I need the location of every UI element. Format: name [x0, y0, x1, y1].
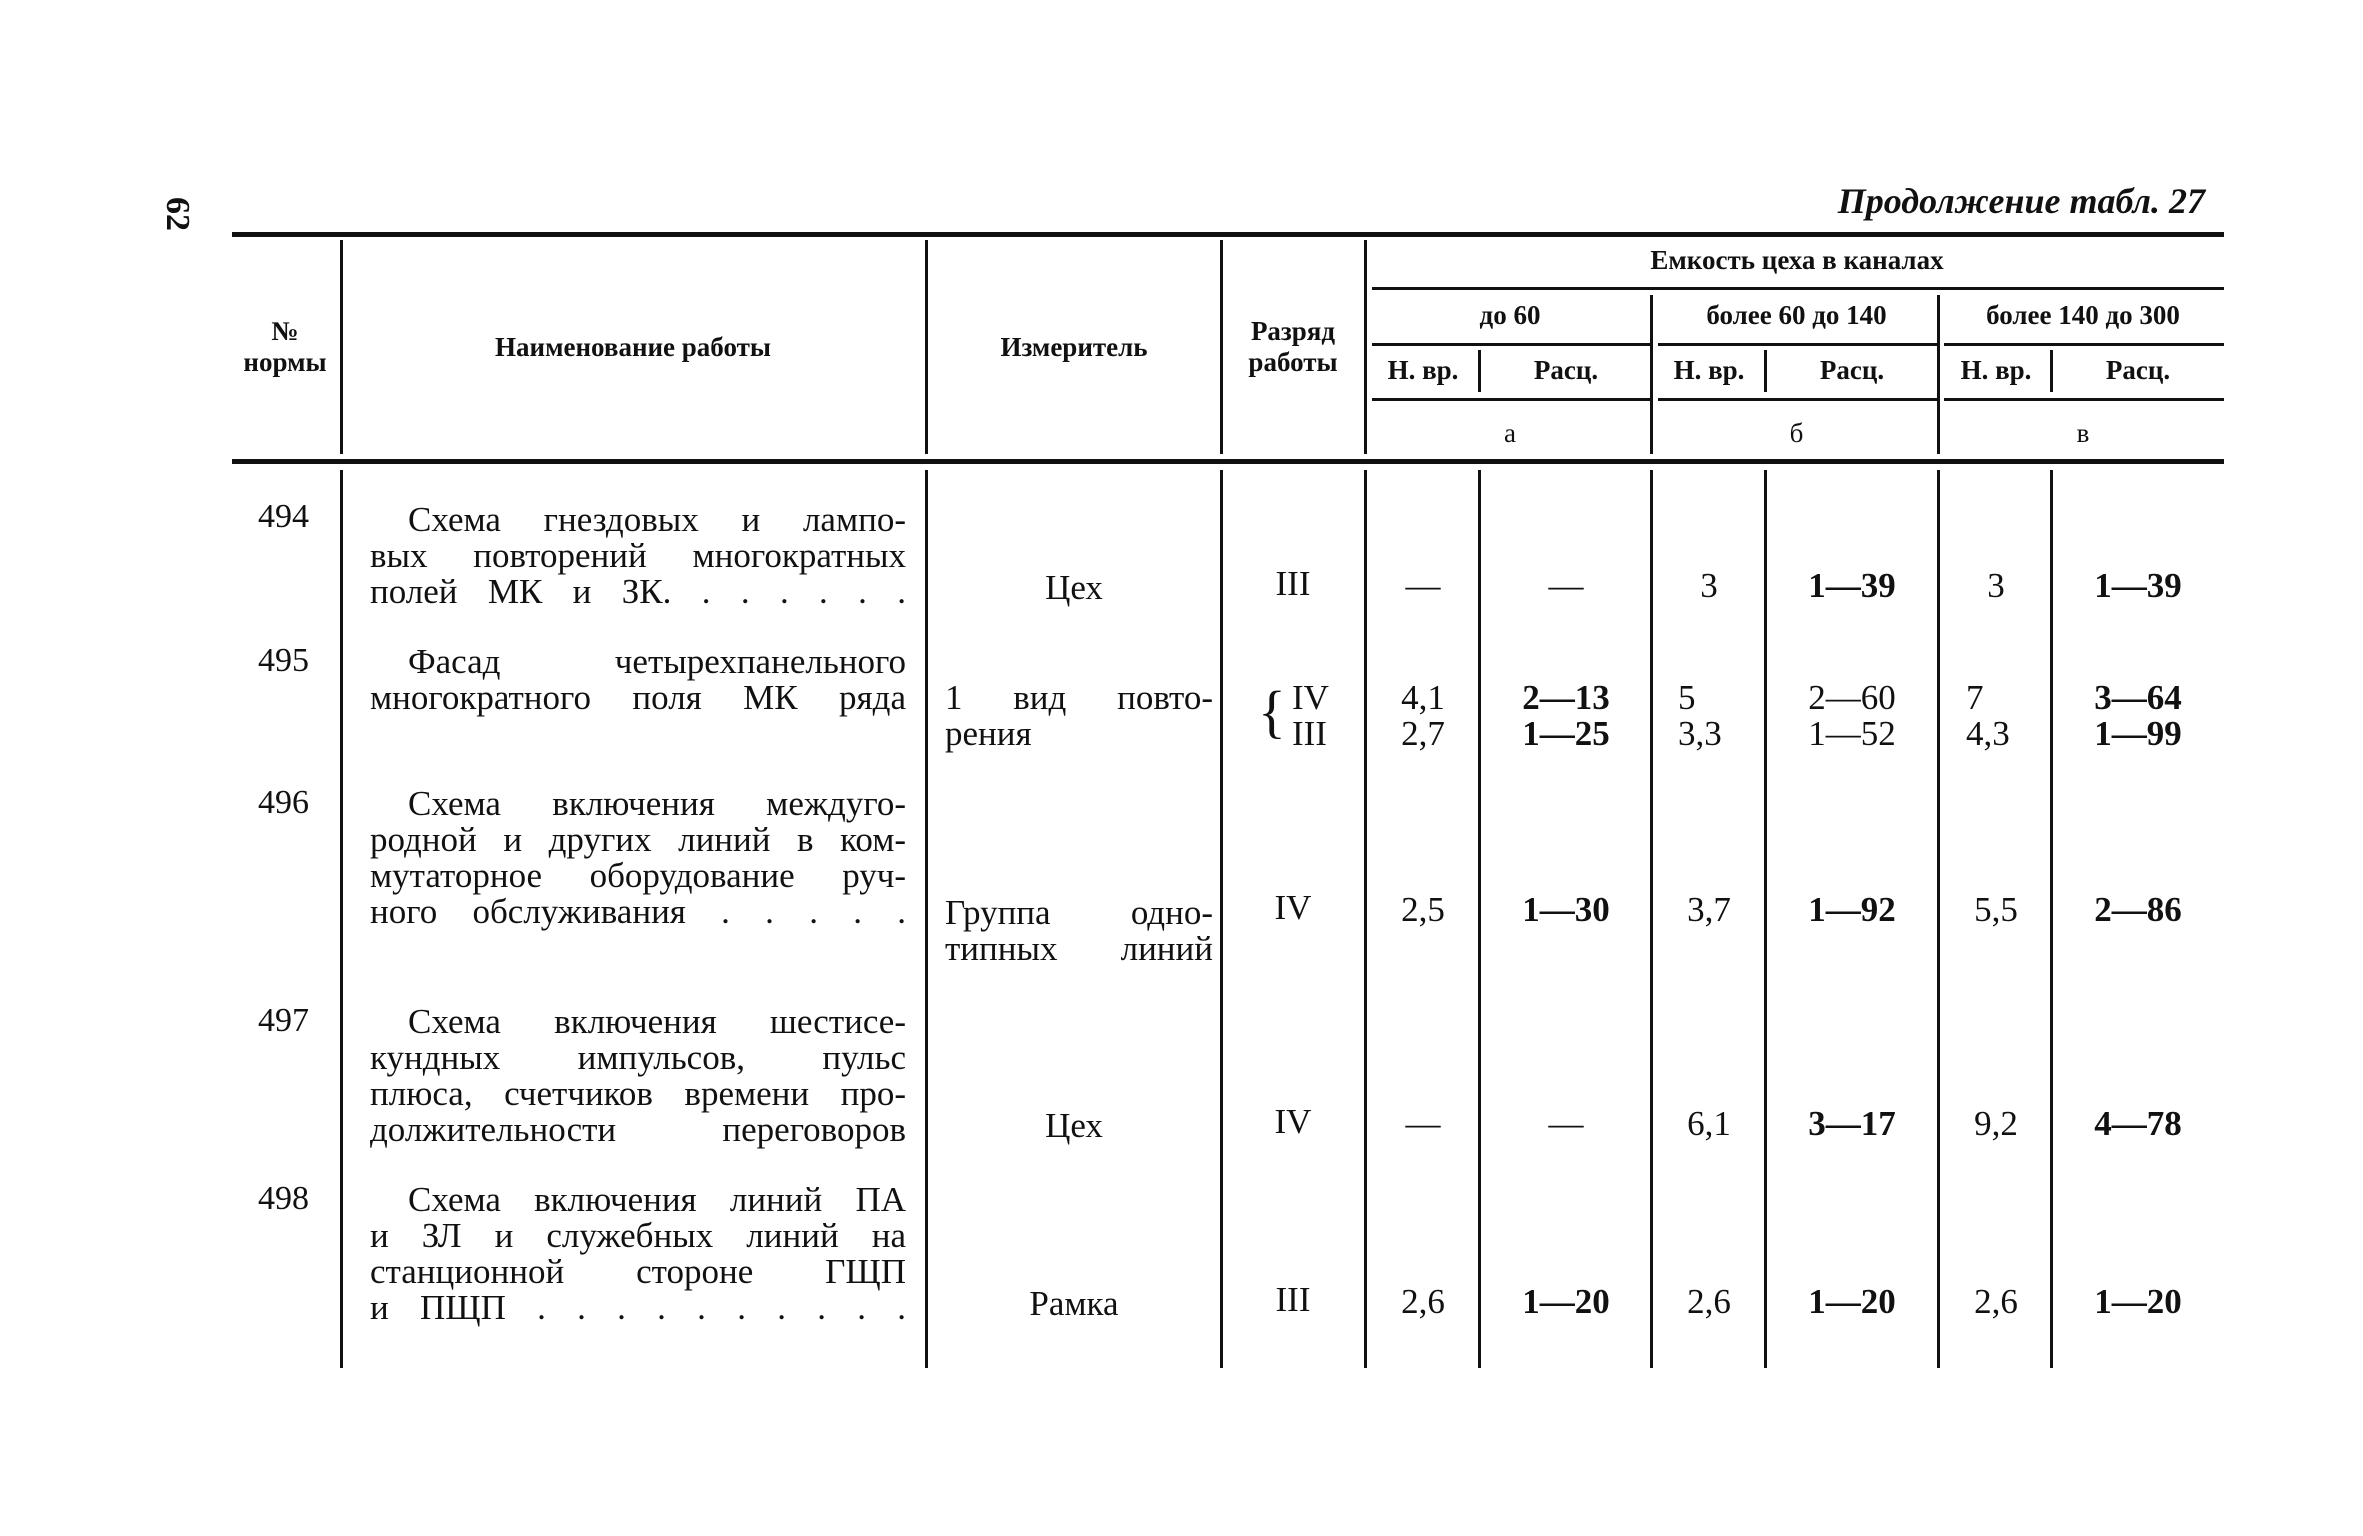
group-label-c: более 140 до 300 — [1986, 300, 2180, 330]
header-measure: Измеритель — [1000, 332, 1148, 362]
rasc-a: — — [1548, 1104, 1584, 1143]
work-name — [370, 786, 906, 930]
vrule-h5 — [1650, 295, 1653, 454]
nvr-c: 3 — [1987, 566, 2005, 605]
norm-number: 494 — [258, 498, 309, 535]
vrule-b5 — [1478, 470, 1481, 1368]
measure-line: типных линий — [945, 929, 1213, 968]
value: 2—13 — [1522, 678, 1610, 717]
nvr-a: — — [1405, 566, 1441, 605]
value: 1—52 — [1808, 714, 1896, 753]
header-grade-line2: работы — [1248, 347, 1338, 378]
vrule-b7 — [1764, 470, 1767, 1368]
rasc-a: 1—20 — [1522, 1282, 1610, 1321]
measure-line: рения — [945, 714, 1032, 753]
work-name-line: и ПЩП . . . . . . . . . . — [370, 1288, 906, 1327]
rasc-label-b: Расц. — [1819, 355, 1885, 385]
value: 3,3 — [1678, 714, 1722, 753]
value: 2,7 — [1401, 714, 1445, 753]
vrule-h4 — [1364, 240, 1367, 454]
group-letter-a: а — [1504, 418, 1516, 448]
work-name-line: Схема включения междуго- — [408, 784, 906, 823]
vrule-h3 — [1220, 240, 1223, 454]
work-name-line: родной и других линий в ком- — [370, 820, 906, 859]
vrule-h1 — [340, 240, 343, 454]
measure: Цех — [1045, 568, 1103, 607]
nvr-a — [1368, 680, 1478, 752]
group-letter-b: б — [1789, 418, 1804, 448]
rasc-c: 1—39 — [2094, 566, 2182, 605]
rasc-c: 4—78 — [2094, 1104, 2182, 1143]
work-name-line: Схема включения линий ПА — [408, 1180, 906, 1219]
work-name — [370, 644, 906, 716]
norm-number: 496 — [258, 784, 309, 821]
subhead-rule-c — [1944, 398, 2224, 401]
grade: III — [1275, 1280, 1311, 1319]
group-rule-a — [1372, 343, 1652, 346]
rasc-label-c: Расц. — [2105, 355, 2171, 385]
work-name-line: должительности переговоров — [370, 1110, 906, 1149]
vrule-h7 — [1478, 350, 1481, 392]
norm-number: 497 — [258, 1002, 309, 1039]
value: 4,3 — [1966, 714, 2010, 753]
value: 3—64 — [2094, 678, 2182, 717]
vrule-h6 — [1937, 295, 1940, 454]
nvr-label-a: Н. вр. — [1387, 355, 1459, 385]
rasc-c: 1—20 — [2094, 1282, 2182, 1321]
group-letter-c: в — [2076, 418, 2090, 448]
nvr-label-b: Н. вр. — [1673, 355, 1745, 385]
page-number: 62 — [159, 197, 196, 231]
work-name-line: мутаторное оборудование руч- — [370, 856, 906, 895]
vrule-h8 — [1764, 350, 1767, 392]
group-rule-b — [1658, 343, 1938, 346]
value: 1—99 — [2094, 714, 2182, 753]
grade-brace-icon: { — [1258, 679, 1286, 744]
value: 2—60 — [1808, 678, 1896, 717]
header-no-symbol: № — [271, 316, 299, 346]
measure: Цех — [1045, 1106, 1103, 1145]
group-rule-c — [1944, 343, 2224, 346]
header-name: Наименование работы — [495, 332, 771, 362]
header-bottom-rule — [232, 459, 2224, 464]
nvr-c: 5,5 — [1974, 890, 2018, 929]
vrule-b3 — [1220, 470, 1223, 1368]
vrule-h2 — [925, 240, 928, 454]
group-label-b: более 60 до 140 — [1706, 300, 1887, 330]
nvr-c: 2,6 — [1974, 1282, 2018, 1321]
grade: IV — [1274, 888, 1312, 927]
group-label-a: до 60 — [1479, 300, 1541, 330]
header-grade-line1: Разряд — [1250, 316, 1336, 346]
subhead-rule-a — [1372, 398, 1652, 401]
measure-line: 1 вид повто- — [945, 678, 1213, 717]
header-grade — [1225, 316, 1361, 378]
rasc-b — [1768, 680, 1936, 752]
subhead-rule-b — [1658, 398, 1938, 401]
nvr-c — [1966, 680, 2046, 752]
rasc-a: 1—30 — [1522, 890, 1610, 929]
table-top-rule — [232, 232, 2224, 237]
work-name — [370, 1004, 906, 1148]
header-no — [232, 316, 338, 378]
value: 1—25 — [1522, 714, 1610, 753]
rasc-c — [2054, 680, 2222, 752]
capacity-rule — [1372, 287, 2224, 290]
nvr-a: — — [1405, 1104, 1441, 1143]
table-caption: Продолжение табл. 27 — [1837, 181, 2205, 221]
rasc-a: — — [1548, 566, 1584, 605]
vrule-b4 — [1364, 470, 1367, 1368]
work-name-line: полей МК и ЗК. . . . . . . — [370, 572, 906, 611]
rasc-b: 3—17 — [1808, 1104, 1896, 1143]
value: 7 — [1966, 678, 1984, 717]
value: 4,1 — [1401, 678, 1445, 717]
nvr-b: 3,7 — [1687, 890, 1731, 929]
measure — [945, 895, 1213, 967]
work-name — [370, 502, 906, 610]
header-capacity: Емкость цеха в каналах — [1650, 245, 1944, 275]
nvr-b — [1678, 680, 1758, 752]
nvr-a: 2,5 — [1401, 890, 1445, 929]
rasc-b: 1—92 — [1808, 890, 1896, 929]
rasc-c: 2—86 — [2094, 890, 2182, 929]
vrule-b1 — [340, 470, 343, 1368]
work-name-line: вых повторений многократных — [370, 536, 906, 575]
rasc-b: 1—39 — [1808, 566, 1896, 605]
norm-number: 495 — [258, 642, 309, 679]
rasc-b: 1—20 — [1808, 1282, 1896, 1321]
work-name-line: плюса, счетчиков времени про- — [370, 1074, 906, 1113]
work-name-line: Фасад четырехпанельного — [408, 642, 906, 681]
vrule-b6 — [1650, 470, 1653, 1368]
work-name-line: станционной стороне ГЩП — [370, 1252, 906, 1291]
rasc-a — [1482, 680, 1650, 752]
vrule-b8 — [1937, 470, 1940, 1368]
header-no-word: нормы — [243, 347, 327, 378]
grade-line: IV — [1292, 678, 1329, 717]
grade — [1292, 680, 1362, 752]
work-name-line: многократного поля МК ряда — [370, 678, 906, 717]
nvr-b: 2,6 — [1687, 1282, 1731, 1321]
measure: Рамка — [1029, 1284, 1119, 1323]
work-name-line: кундных импульсов, пульс — [370, 1038, 906, 1077]
grade-line: III — [1292, 714, 1327, 753]
nvr-label-c: Н. вр. — [1960, 355, 2032, 385]
grade: IV — [1274, 1102, 1312, 1141]
work-name-line: Схема включения шестисе- — [408, 1002, 906, 1041]
nvr-a: 2,6 — [1401, 1282, 1445, 1321]
work-name-line: Схема гнездовых и лампо- — [408, 500, 906, 539]
nvr-c: 9,2 — [1974, 1104, 2018, 1143]
norm-number: 498 — [258, 1180, 309, 1217]
measure — [945, 680, 1213, 752]
value: 5 — [1678, 678, 1696, 717]
work-name — [370, 1182, 906, 1326]
measure-line: Группа одно- — [945, 893, 1213, 932]
rasc-label-a: Расц. — [1533, 355, 1599, 385]
work-name-line: ного обслуживания . . . . . — [370, 892, 906, 931]
nvr-b: 3 — [1700, 566, 1718, 605]
grade: III — [1275, 564, 1311, 603]
nvr-b: 6,1 — [1687, 1104, 1731, 1143]
vrule-b2 — [925, 470, 928, 1368]
work-name-line: и ЗЛ и служебных линий на — [370, 1216, 906, 1255]
